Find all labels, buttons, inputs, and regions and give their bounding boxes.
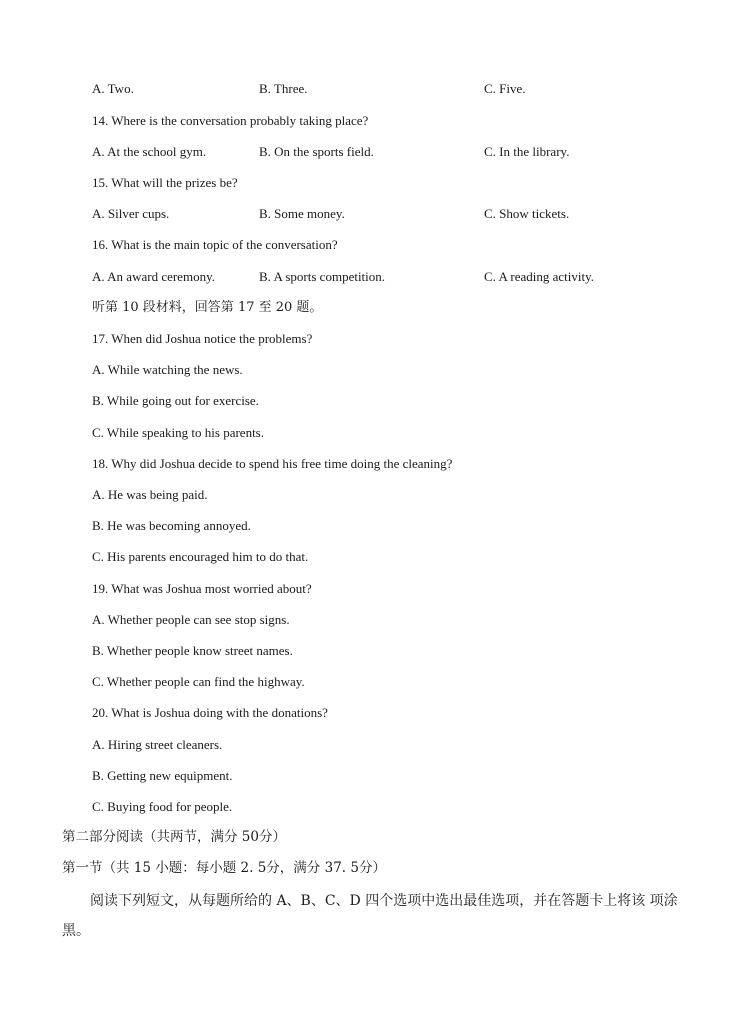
q16-option-b: B. A sports competition. <box>259 269 386 284</box>
q14-option-c: C. In the library. <box>484 144 570 159</box>
q17-question: 17. When did Joshua notice the problems? <box>92 331 313 346</box>
q14-option-a: A. At the school gym. <box>92 144 207 159</box>
q14-option-b: B. On the sports field. <box>259 144 374 159</box>
reading-instructions: 阅读下列短文，从每题所给的 A、B、C、D 四个选项中选出最佳选项，并在答题卡上将该 项涂黑。 <box>62 893 678 939</box>
q13-option-c: C. Five. <box>484 81 526 96</box>
q19-question: 19. What was Joshua most worried about? <box>92 581 312 596</box>
q19-option-c: C. Whether people can find the highway. <box>92 674 305 689</box>
q20-option-c: C. Buying food for people. <box>92 799 233 814</box>
q20-question: 20. What is Joshua doing with the donations? <box>92 705 328 720</box>
q17-option-b: B. While going out for exercise. <box>92 393 259 408</box>
section-10-header: 听第 10 段材料，回答第 17 至 20 题。 <box>92 300 323 315</box>
q15-option-a: A. Silver cups. <box>92 206 170 221</box>
q19-option-b: B. Whether people know street names. <box>92 643 293 658</box>
q20-option-a: A. Hiring street cleaners. <box>92 737 223 752</box>
part-2-section-1-header: 第一节（共 15 小题：每小题 2. 5分，满分 37. 5分） <box>62 860 386 876</box>
q18-option-b: B. He was becoming annoyed. <box>92 518 251 533</box>
q18-option-c: C. His parents encouraged him to do that. <box>92 549 309 564</box>
q15-question: 15. What will the prizes be? <box>92 175 238 190</box>
q18-option-a: A. He was being paid. <box>92 487 208 502</box>
q18-question: 18. Why did Joshua decide to spend his free time doing the cleaning? <box>92 456 453 471</box>
q16-option-a: A. An award ceremony. <box>92 269 215 284</box>
q19-option-a: A. Whether people can see stop signs. <box>92 612 290 627</box>
q14-question: 14. Where is the conversation probably taking place? <box>92 113 369 128</box>
q16-option-c: C. A reading activity. <box>484 269 594 284</box>
part-2-header: 第二部分阅读（共两节，满分 50分） <box>62 829 286 845</box>
q20-option-b: B. Getting new equipment. <box>92 768 233 783</box>
q17-option-a: A. While watching the news. <box>92 362 243 377</box>
q13-option-a: A. Two. <box>92 81 134 96</box>
q17-option-c: C. While speaking to his parents. <box>92 425 264 440</box>
q15-option-c: C. Show tickets. <box>484 206 570 221</box>
q15-option-b: B. Some money. <box>259 206 345 221</box>
q16-question: 16. What is the main topic of the conversation? <box>92 237 338 252</box>
q13-option-b: B. Three. <box>259 81 308 96</box>
